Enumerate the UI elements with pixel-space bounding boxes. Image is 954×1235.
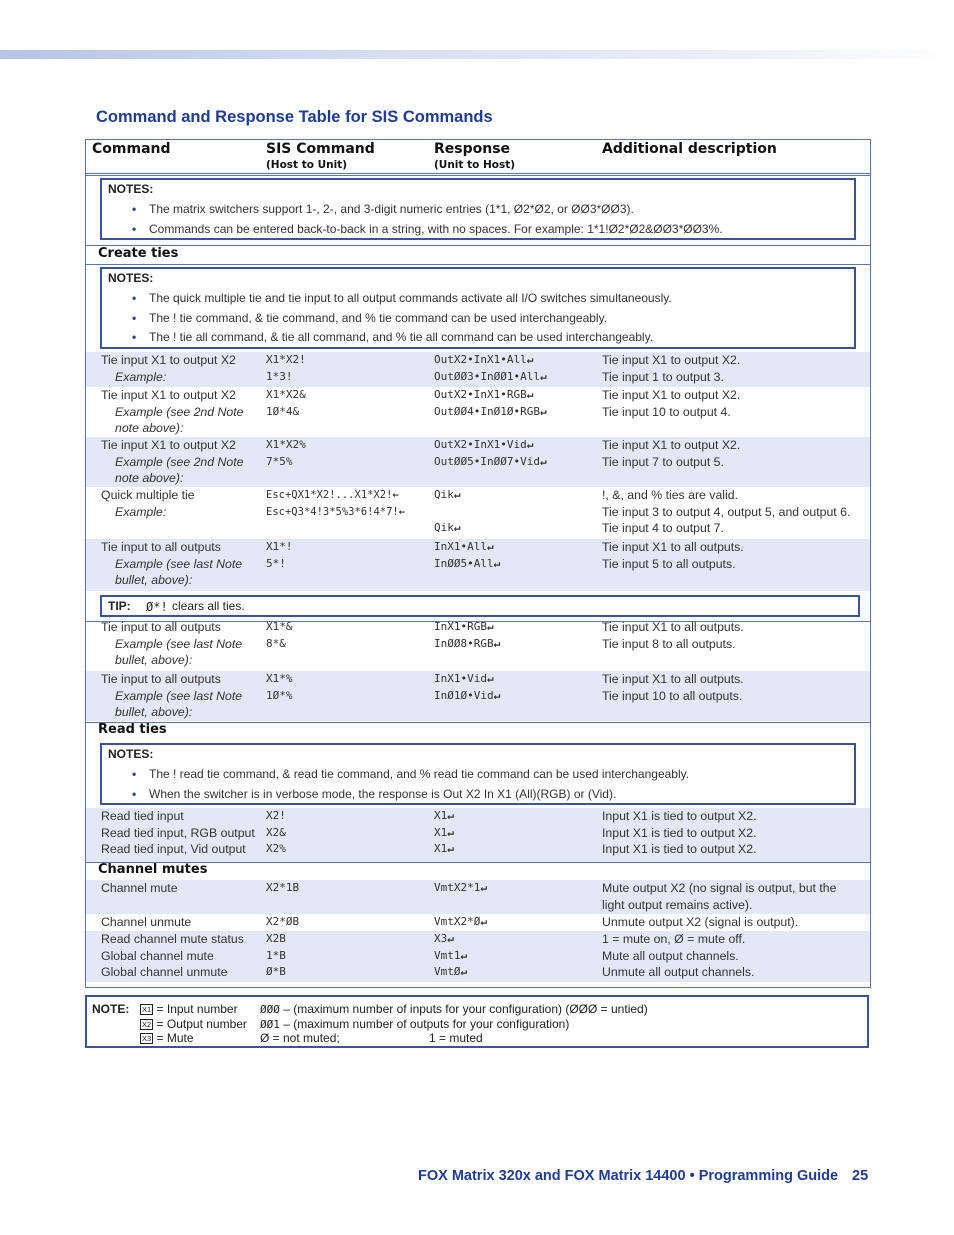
note-item: • Commands can be entered back-to-back in a string, with no spaces. For example: 1*1!Ø2*Ø2&ØØ3*ØØ3%.	[149, 220, 723, 240]
tip-text: clears all ties.	[172, 599, 245, 613]
row-example-label: note above):	[115, 421, 184, 436]
response-example: Qik	[434, 521, 454, 535]
notes-label: NOTES:	[108, 182, 154, 196]
sis-example: Esc+Q3*4!3*5%3*6!4*7!	[266, 505, 399, 518]
row-command: Tie input X1 to output X2	[101, 353, 236, 367]
note-item: • The ! tie command, & tie command, and % tie command can be used interchangeably.	[149, 309, 672, 329]
table-row	[86, 387, 870, 437]
description: Unmute output X2 (signal is output).	[602, 915, 799, 929]
response-example: InØ1Ø•Vid	[434, 688, 494, 702]
notes-label: NOTES:	[108, 271, 154, 285]
note-item: • The ! tie all command, & tie all command, and % tie all command can be used interchangeably.	[149, 328, 672, 348]
sis-example: 7*5%	[266, 454, 293, 468]
sis-command: Ø*B	[266, 965, 286, 979]
legend-x3-text: = Mute	[156, 1031, 194, 1045]
legend-v2: ØØ1	[260, 1018, 280, 1031]
row-example-label: bullet, above):	[115, 573, 193, 588]
notes-box-create-ties	[100, 267, 856, 349]
description-example: Tie input 7 to output 5.	[602, 454, 724, 469]
description: Tie input X1 to output X2.	[602, 438, 741, 452]
legend-x2-text: = Output number	[156, 1017, 247, 1031]
row-example-label: bullet, above):	[115, 705, 193, 720]
response: VmtX2*1	[434, 881, 481, 894]
description: Mute output X2 (no signal is output, but the	[602, 881, 837, 895]
sis-command: X2*1B	[266, 881, 300, 894]
return-icon: ↵	[447, 825, 454, 839]
col-sis-command: SIS Command	[266, 141, 375, 157]
response: OutX2•InX1•Vid	[434, 438, 527, 451]
description-example: Tie input 3 to output 4, output 5, and output 6.	[602, 504, 851, 519]
table-row	[86, 487, 870, 539]
description: Unmute all output channels.	[602, 965, 755, 980]
row-command: Global channel unmute	[101, 965, 228, 980]
return-icon: ↵	[526, 353, 534, 366]
description-example: Tie input 1 to output 3.	[602, 369, 724, 384]
return-icon: ↵	[493, 636, 501, 650]
sis-command: X1*&	[266, 620, 293, 633]
response: InX1•Vid	[434, 672, 487, 685]
table-row	[86, 437, 870, 487]
return-icon: ↵	[447, 809, 454, 822]
return-icon: ↵	[480, 881, 487, 894]
table-row	[86, 671, 870, 721]
row-command: Read tied input, Vid output	[101, 842, 246, 857]
description-example: Tie input 10 to output 4.	[602, 404, 731, 419]
page-title: Command and Response Table for SIS Commands	[96, 108, 493, 126]
header-color-bar	[0, 50, 954, 59]
section-channel-mutes: Channel mutes	[98, 862, 208, 877]
response-example: OutØØ4•InØ1Ø•RGB	[434, 404, 540, 418]
response-example: OutØØ5•InØØ7•Vid	[434, 454, 540, 468]
table-row	[86, 880, 870, 914]
notes-box-read-ties	[100, 743, 856, 805]
sis-command: X2B	[266, 932, 286, 945]
legend-label: NOTE:	[92, 1002, 130, 1016]
tip-box	[100, 595, 860, 617]
col-description: Additional description	[602, 141, 777, 157]
sis-example: 1Ø*%	[266, 688, 293, 702]
description: Input X1 is tied to output X2.	[602, 825, 757, 840]
return-icon: ↵	[526, 388, 534, 401]
row-example-label: Example:	[115, 504, 167, 519]
description-example: Tie input 4 to output 7.	[602, 521, 724, 536]
sis-command: X1*%	[266, 672, 293, 685]
row-command: Tie input to all outputs	[101, 620, 221, 634]
x3-variable-icon: X3	[142, 1034, 152, 1043]
notes-list	[102, 200, 723, 239]
response: X3	[434, 932, 448, 945]
sis-command: X2&	[266, 825, 286, 839]
description: light output remains active).	[602, 897, 753, 912]
row-command: Channel unmute	[101, 915, 192, 929]
sis-command: X2*ØB	[266, 915, 300, 928]
sis-command: X1*!	[266, 540, 293, 553]
response-example: InØØ8•RGB	[434, 636, 494, 650]
legend-v3: Ø = not muted;	[260, 1031, 340, 1045]
command-table	[85, 139, 871, 988]
description-example: Tie input 8 to all outputs.	[602, 636, 736, 651]
notes-box-general	[100, 178, 856, 240]
response: VmtØ	[434, 965, 461, 979]
return-icon: ↵	[447, 932, 454, 945]
description: Mute all output channels.	[602, 948, 739, 963]
sis-command: X2%	[266, 842, 286, 856]
sis-command: X2!	[266, 809, 286, 822]
legend-v1-text: – (maximum number of inputs for your configuration) (ØØØ = untied)	[283, 1002, 648, 1016]
legend-note-box	[85, 995, 869, 1048]
legend-v2-text: – (maximum number of outputs for your configuration)	[283, 1017, 570, 1031]
col-sis-sub: (Host to Unit)	[266, 159, 348, 171]
description: Tie input X1 to all outputs.	[602, 540, 744, 554]
return-icon: ↵	[493, 556, 501, 570]
return-icon: ↵	[539, 369, 547, 383]
response-example: InØØ5•All	[434, 556, 494, 570]
sis-command: X1*X2%	[266, 438, 306, 451]
description-example: Tie input 10 to all outputs.	[602, 688, 743, 703]
note-item: • When the switcher is in verbose mode, the response is Out X2 In X1 (All)(RGB) or (Vid).	[149, 785, 689, 805]
sis-command: 1*B	[266, 948, 286, 962]
return-icon: ↵	[539, 454, 547, 468]
sis-command: Esc+QX1*X2!...X1*X2!	[266, 489, 393, 501]
response: X1	[434, 809, 448, 822]
legend-x1-text: = Input number	[156, 1002, 238, 1016]
return-icon: ↵	[447, 842, 454, 856]
return-icon: ↵	[486, 540, 494, 553]
description: 1 = mute on, Ø = mute off.	[602, 932, 746, 946]
description: Tie input X1 to output X2.	[602, 388, 741, 402]
arrow-left-icon: ←	[392, 489, 399, 501]
row-example-label: Example (see last Note	[115, 688, 243, 703]
response: VmtX2*Ø	[434, 915, 481, 928]
row-example-label: Example (see last Note	[115, 636, 243, 651]
notes-list	[102, 289, 672, 348]
note-item: • The ! read tie command, & read tie command, and % read tie command can be used interchangeably.	[149, 765, 689, 785]
description: !, &, and % ties are valid.	[602, 488, 739, 502]
col-response: Response	[434, 141, 511, 157]
return-icon: ↵	[486, 672, 494, 685]
row-command: Channel mute	[101, 881, 178, 895]
read-ties-rows	[86, 808, 870, 862]
return-icon: ↵	[460, 965, 468, 979]
table-header	[86, 140, 870, 176]
response: X1	[434, 842, 448, 856]
sis-example: 1*3!	[266, 369, 293, 383]
table-row	[86, 352, 870, 387]
return-icon: ↵	[460, 948, 468, 962]
row-command: Read tied input, RGB output	[101, 825, 255, 840]
row-command: Tie input to all outputs	[101, 672, 221, 686]
page-footer	[418, 1168, 869, 1184]
row-command: Global channel mute	[101, 948, 214, 963]
table-rows-group	[86, 931, 870, 982]
x1-variable-icon: X1	[142, 1005, 152, 1014]
description: Tie input X1 to all outputs.	[602, 672, 744, 686]
row-command: Read tied input	[101, 809, 184, 823]
note-item: • The quick multiple tie and tie input to all output commands activate all I/O switches simultaneously.	[149, 289, 672, 309]
row-example-label: bullet, above):	[115, 653, 193, 668]
response: InX1•All	[434, 540, 487, 553]
legend-v4: 1 = muted	[429, 1031, 483, 1045]
description-example: Tie input 5 to all outputs.	[602, 556, 736, 571]
row-command: Quick multiple tie	[101, 488, 195, 502]
notes-list	[102, 765, 689, 804]
footer-title: FOX Matrix 320x and FOX Matrix 14400 • Programming Guide	[418, 1168, 839, 1184]
sis-command: X1*X2!	[266, 353, 306, 366]
table-row	[86, 622, 870, 671]
row-command: Tie input to all outputs	[101, 540, 221, 554]
col-response-sub: (Unit to Host)	[434, 159, 516, 171]
response: Vmt1	[434, 948, 461, 962]
tip-code: Ø*!	[146, 600, 168, 614]
return-icon: ↵	[539, 404, 547, 418]
notes-label: NOTES:	[108, 747, 154, 761]
section-create-ties: Create ties	[98, 246, 179, 261]
row-example-label: Example (see last Note	[115, 556, 243, 571]
row-command: Tie input X1 to output X2	[101, 438, 236, 452]
return-icon: ↵	[526, 438, 534, 451]
sis-command: X1*X2&	[266, 388, 306, 401]
return-icon: ↵	[493, 688, 501, 702]
return-icon: ↵	[480, 915, 487, 928]
tip-label: TIP:	[108, 599, 131, 613]
description: Input X1 is tied to output X2.	[602, 842, 757, 857]
col-command: Command	[92, 141, 171, 157]
note-item: • The matrix switchers support 1-, 2-, and 3-digit numeric entries (1*1, Ø2*Ø2, or ØØ3*ØØ3).	[149, 200, 723, 220]
row-example-label: note above):	[115, 471, 184, 486]
section-read-ties: Read ties	[98, 722, 167, 737]
row-example-label: Example:	[115, 369, 167, 384]
row-command: Tie input X1 to output X2	[101, 388, 236, 402]
return-icon: ↵	[453, 521, 461, 535]
arrow-left-icon: ←	[398, 505, 406, 518]
response: InX1•RGB	[434, 620, 487, 633]
response: OutX2•InX1•RGB	[434, 388, 527, 401]
response: OutX2•InX1•All	[434, 353, 527, 366]
description: Tie input X1 to output X2.	[602, 353, 741, 367]
sis-example: 1Ø*4&	[266, 404, 300, 418]
return-icon: ↵	[453, 488, 461, 501]
response-example: OutØØ3•InØØ1•All	[434, 369, 540, 383]
x2-variable-icon: X2	[142, 1020, 152, 1029]
row-example-label: Example (see 2nd Note	[115, 404, 244, 419]
response: Qik	[434, 488, 454, 501]
table-row	[86, 539, 870, 591]
table-row	[86, 914, 870, 931]
row-example-label: Example (see 2nd Note	[115, 454, 244, 469]
row-command: Read channel mute status	[101, 932, 244, 946]
legend-v1: ØØØ	[260, 1003, 280, 1016]
sis-example: 8*&	[266, 636, 286, 650]
description: Input X1 is tied to output X2.	[602, 809, 757, 823]
page-number: 25	[852, 1168, 869, 1184]
sis-example: 5*!	[266, 556, 286, 570]
description: Tie input X1 to all outputs.	[602, 620, 744, 634]
response: X1	[434, 825, 448, 839]
return-icon: ↵	[486, 620, 494, 633]
